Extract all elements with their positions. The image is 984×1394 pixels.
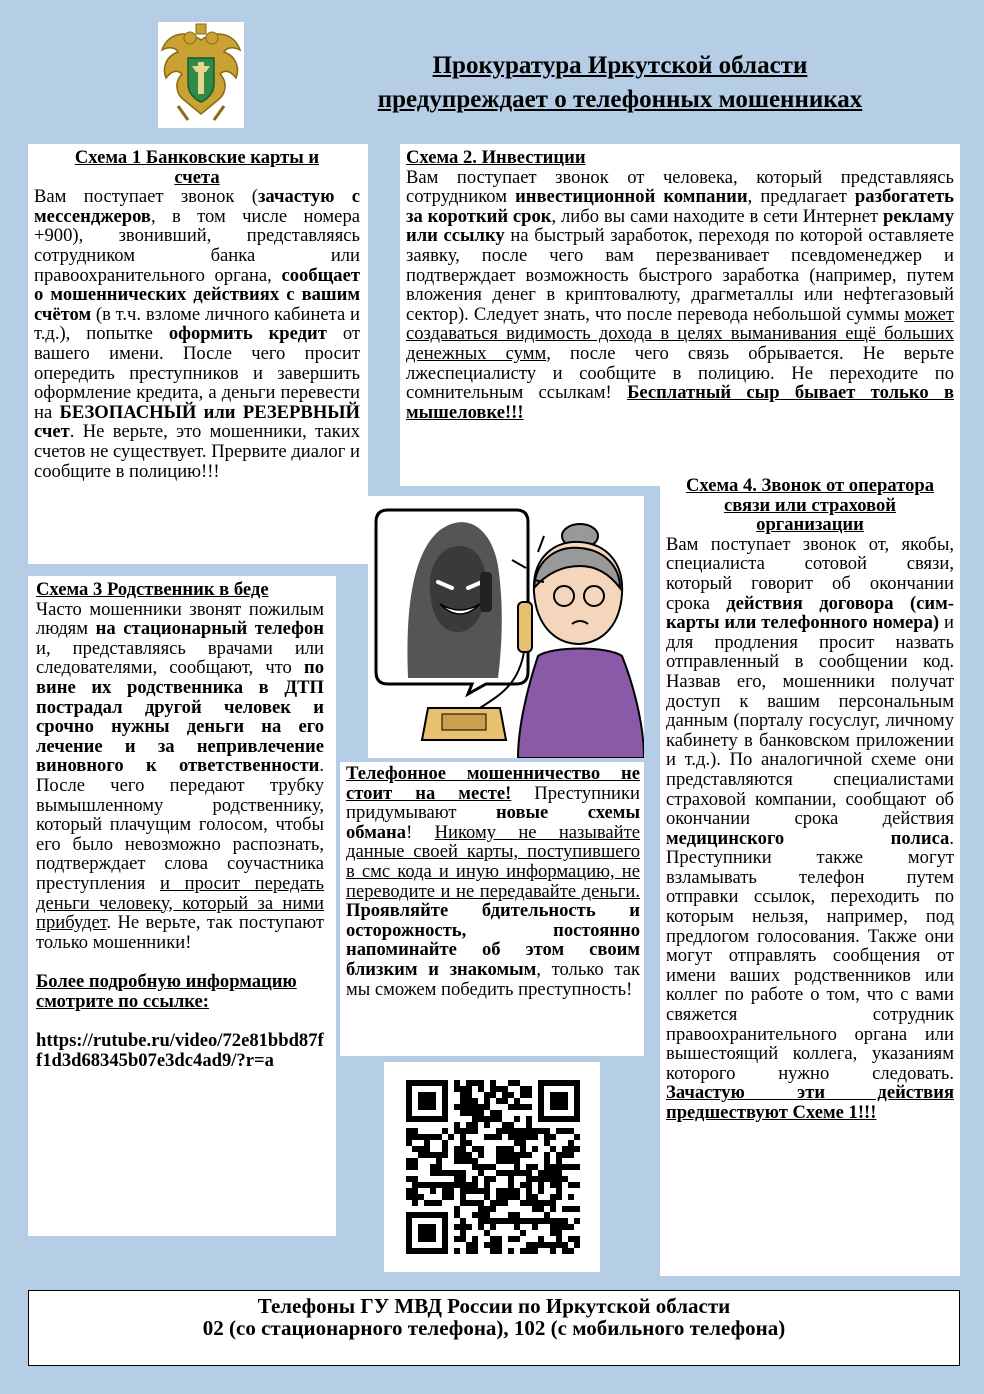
scheme2-heading: Схема 2. Инвестиции xyxy=(406,147,586,168)
footer-phones xyxy=(28,1290,960,1366)
scheme4-heading: Схема 4. Звонок от оператора связи или страховой организации xyxy=(685,475,935,536)
center-text: Телефонное мошенничество не стоит на месте! Преступники придумывают новые схемы обмана! Никому не называйте данные своей карты, поступившего в смс кода и иную информацию, не переводите и не передавайте деньги. Проявляйте бдительность и осторожность, постоянно напоминайте об этом своим близким и знакомым, только так мы сможем победить преступность! xyxy=(346,763,641,1000)
scheme1-text: Вам поступает звонок (зачастую с мессенджеров, в том числе номера +900), звонивший, представляясь сотрудником банка или правоохранительного органа, сообщает о мошеннических действиях с вашим счётом (в т.ч. взломе личного кабинета и т.д.), попытке оформить кредит от вашего имени. После чего просит опередить преступников и завершить оформление кредита, а деньги перевести на БЕЗОПАСНЫЙ или РЕЗЕРВНЫЙ счет. Не верьте, это мошенники, таких счетов не существует. Прервите диалог и сообщите в полицию!!! xyxy=(34,186,361,482)
page-subtitle: предупреждает о телефонных мошенниках xyxy=(377,86,863,113)
center-panel xyxy=(340,762,644,1056)
scheme1-heading: Схема 1 Банковские карты и счета xyxy=(74,147,320,188)
more-info-label: Более подробную информацию смотрите по ссылке: xyxy=(36,971,297,1012)
footer-line1: Телефоны ГУ МВД России по Иркутской области xyxy=(257,1294,731,1318)
scheme4-panel xyxy=(660,476,960,1276)
eagle-shield-emblem-icon xyxy=(158,22,244,128)
prosecutor-emblem xyxy=(158,22,244,128)
scheme1-panel xyxy=(28,144,368,564)
scheme3-panel xyxy=(28,576,336,1236)
scheme3-heading: Схема 3 Родственник в беде xyxy=(36,579,269,600)
scam-call-illustration xyxy=(368,496,644,758)
scheme2-text: Вам поступает звонок от человека, который представляясь сотрудником инвестиционной компании, предлагает разбогатеть за короткий срок, либо вы сами находите в сети Интернет рекламу или ссылку на быстрый заработок, переходя по которой оставляете заявку, после чего вам перезванивает псевдоменеджер и подтверждает возможность быстрого заработка (например, путем вложения денег в криптовалюту, драгметаллы или нефтегазовый сектор). Следует знать, что после перевода небольшой суммы может создаваться видимость дохода в целях выманивания ещё больших денежных сумм, после чего связь обрывается. Не верьте лжеспециалисту и сообщите в полицию. Не переходите по сомнительным ссылкам! Бесплатный сыр бывает только в мышеловке!!! xyxy=(406,166,954,423)
rutube-link[interactable]: https://rutube.ru/video/72e81bbd87ff1d3d68345b07e3dc4ad9/?r=a xyxy=(36,1030,324,1072)
qr-code[interactable] xyxy=(384,1062,600,1272)
scheme3-text: Часто мошенники звонят пожилым людям на стационарный телефон и, представляясь врачами или следователями, сообщают, что по вине их родственника в ДТП пострадал другой человек и срочно нужны деньги на его лечение и за непривлечение виновного к ответственности. После чего передают трубку вымышленному родственнику, который плачущим голосом, чтобы его было невозможно распознать, подтверждает слова соучастника преступления и просит передать деньги человеку, который за ними прибудет. Не верьте, так поступают только мошенники! xyxy=(36,598,324,953)
page-title: Прокуратура Иркутской области xyxy=(432,52,808,79)
scheme2-panel xyxy=(400,144,960,486)
center-heading: Телефонное мошенничество не стоит на месте! xyxy=(346,763,640,804)
footer-line2: 02 (со стационарного телефона), 102 (с мобильного телефона) xyxy=(202,1316,786,1340)
scheme4-text: Вам поступает звонок от, якобы, специалиста сотовой связи, который говорит об окончании срока действия договора (сим-карты или телефонного номера) и для продления просит назвать отправленный в сообщении код. Назвав его, мошенники получат доступ к вашим персональным данным (порталу госуслуг, личному кабинету в банковском приложении и т.д.). По аналогичной схеме они представляются специалистами страховой компании, сообщают об окончании срока действия медицинского полиса. Преступники также могут взламывать телефон путем отправки ссылок, переходить по которым нельзя, например, под предлогом голосования. Также они могут отправлять сообщения от имени ваших родственников или коллег по работе о том, что с вами свяжется сотрудник правоохранительного органа или вышестоящий коллега, указаниям которого нужно следовать. Зачастую эти действия предшествуют Схеме 1!!! xyxy=(666,533,954,1123)
scam-call-illustration-icon xyxy=(368,496,644,758)
qr-code-icon xyxy=(384,1062,600,1272)
